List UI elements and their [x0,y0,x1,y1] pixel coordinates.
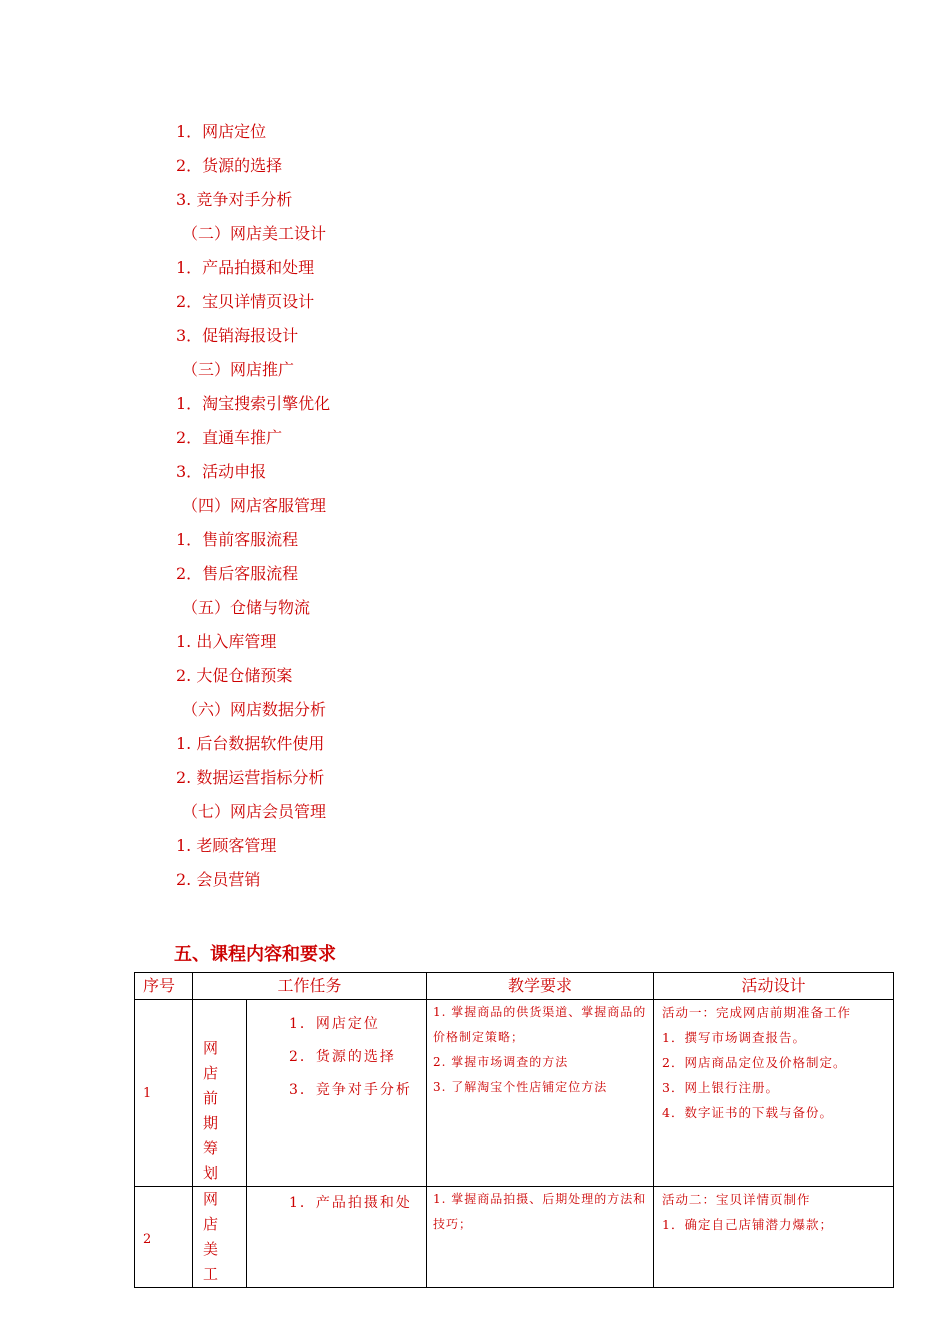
outline-item: 2．直通车推广 [176,428,283,447]
table-row [135,1000,894,1187]
outline-item: 3．活动申报 [176,462,267,481]
cell-subtasks [247,1187,427,1288]
cell-task [193,1000,247,1187]
cell-activities [654,1187,894,1288]
course-table [134,972,894,1288]
subtask-line: 1．产品拍摄和处 [289,1195,412,1211]
task-line: 网店 [203,1190,227,1233]
cell-subtasks [247,1000,427,1187]
outline-item: 2. 数据运营指标分析 [176,768,325,787]
activity-line: 2．网店商品定位及价格制定。 [662,1055,847,1070]
task-line: 筹划 [203,1139,227,1182]
cell-no: 2 [135,1187,193,1288]
outline-item: 2. 大促仓储预案 [176,666,293,685]
requirement-line: 1. 掌握商品的供货渠道、掌握商品的价格制定策略； [433,1005,647,1044]
cell-requirements [427,1187,654,1288]
outline-item: （七）网店会员管理 [182,802,327,821]
outline-item: 1. 出入库管理 [176,632,277,651]
outline-item: 2．货源的选择 [176,156,283,175]
requirement-line: 1. 掌握商品拍摄、后期处理的方法和技巧； [433,1192,647,1231]
outline-item: 1．产品拍摄和处理 [176,258,315,277]
outline-item: 1. 后台数据软件使用 [176,734,325,753]
task-line: 美工 [203,1240,227,1283]
activity-line: 1．撰写市场调查报告。 [662,1030,806,1045]
outline-item: 1．淘宝搜索引擎优化 [176,394,331,413]
header-req: 教学要求 [427,973,654,1000]
header-act: 活动设计 [654,973,894,1000]
outline-item: （六）网店数据分析 [182,700,327,719]
outline-list [176,124,330,906]
outline-item: 1．售前客服流程 [176,530,299,549]
header-no: 序号 [135,973,193,1000]
header-task: 工作任务 [193,973,427,1000]
activity-line: 4．数字证书的下载与备份。 [662,1105,833,1120]
cell-requirements [427,1000,654,1187]
cell-task [193,1187,247,1288]
outline-item: 2．售后客服流程 [176,564,299,583]
outline-item: （三）网店推广 [182,360,295,379]
cell-activities [654,1000,894,1187]
subtask-line: 1．网店定位 [289,1016,380,1032]
outline-item: （五）仓储与物流 [182,598,311,617]
outline-item: 2. 会员营销 [176,870,261,889]
table-header-row [135,973,894,1000]
outline-item: （四）网店客服管理 [182,496,327,515]
requirement-line: 3. 了解淘宝个性店铺定位方法 [433,1080,608,1094]
activity-line: 1．确定自己店铺潜力爆款； [662,1217,833,1232]
activity-line: 3．网上银行注册。 [662,1080,779,1095]
outline-item: 3．促销海报设计 [176,326,299,345]
outline-item: 1．网店定位 [176,122,267,141]
outline-item: （二）网店美工设计 [182,224,327,243]
outline-item: 3. 竞争对手分析 [176,190,293,209]
table-row [135,1187,894,1288]
activity-line: 活动一：完成网店前期准备工作 [662,1005,852,1020]
subtask-line: 2．货源的选择 [289,1049,396,1065]
outline-item: 2．宝贝详情页设计 [176,292,315,311]
task-line: 前期 [203,1089,227,1132]
requirement-line: 2. 掌握市场调查的方法 [433,1055,569,1069]
activity-line: 活动二：宝贝详情页制作 [662,1192,811,1207]
task-line: 网店 [203,1039,227,1082]
subtask-line: 3．竞争对手分析 [289,1082,412,1098]
outline-item: 1. 老顾客管理 [176,836,277,855]
section-title: 五、课程内容和要求 [174,944,336,965]
cell-no: 1 [135,1000,193,1187]
